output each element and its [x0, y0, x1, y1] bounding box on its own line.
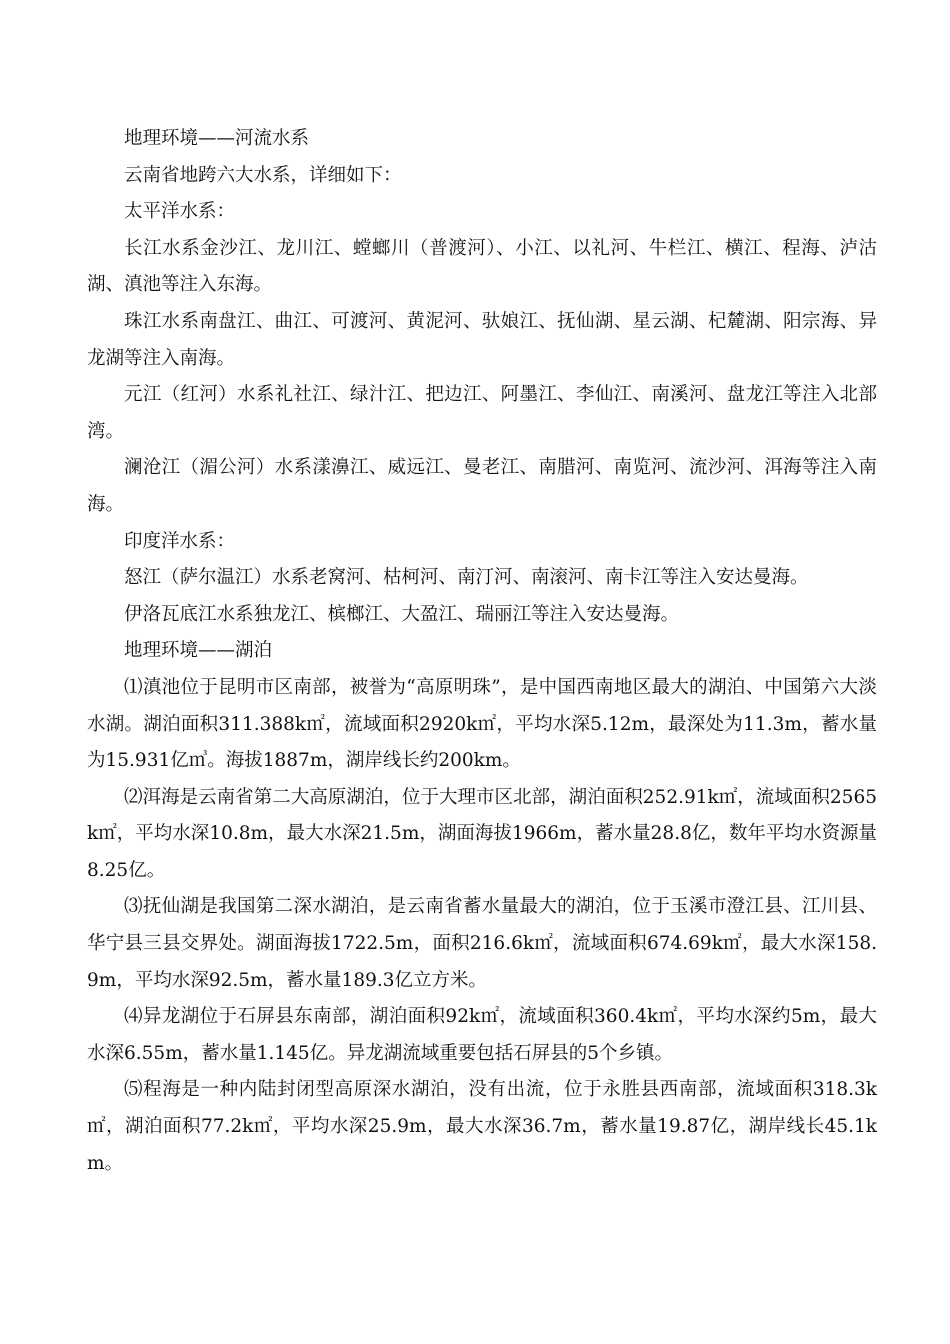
paragraph-chenghai: ⑸程海是一种内陆封闭型高原深水湖泊，没有出流，位于永胜县西南部，流域面积318.3k㎡，湖泊面积77.2k㎡，平均水深25.9m，最大水深36.7m，蓄水量19.87亿，湖岸线长45.1km。	[87, 1079, 877, 1174]
subheading-indian: 印度洋水系：	[124, 530, 236, 552]
paragraph-dianchi: ⑴滇池位于昆明市区南部，被誉为“高原明珠”，是中国西南地区最大的湖泊、中国第六大淡水湖。湖泊面积311.388k㎡，流域面积2920k㎡，平均水深5.12m，最深处为11.3m，蓄水量为15.931亿㎥。海拔1887m，湖岸线长约200km。	[87, 676, 877, 772]
paragraph-yilong: ⑷异龙湖位于石屏县东南部，湖泊面积92k㎡，流域面积360.4k㎡，平均水深约5m，最大水深6.55m，蓄水量1.145亿。异龙湖流域重要包括石屏县的5个乡镇。	[87, 1006, 877, 1064]
subheading-pacific: 太平洋水系：	[124, 201, 236, 223]
paragraph-irrawaddy: 伊洛瓦底江水系独龙江、槟榔江、大盈江、瑞丽江等注入安达曼海。	[124, 603, 680, 625]
section-heading-lakes: 地理环境——湖泊	[124, 640, 273, 662]
paragraph-erhai: ⑵洱海是云南省第二大高原湖泊，位于大理市区北部，湖泊面积252.91k㎡，流域面积2565k㎡，平均水深10.8m，最大水深21.5m，湖面海拔1966m，蓄水量28.8亿，数年平均水资源量8.25亿。	[87, 786, 877, 881]
paragraph-pearl: 珠江水系南盘江、曲江、可渡河、黄泥河、驮娘江、抚仙湖、星云湖、杞麓湖、阳宗海、异龙湖等注入南海。	[87, 310, 877, 369]
paragraph-yangtze: 长江水系金沙江、龙川江、螳螂川（普渡河）、小江、以礼河、牛栏江、横江、程海、泸沽湖、滇池等注入东海。	[87, 237, 877, 296]
paragraph-lancang: 澜沧江（湄公河）水系漾濞江、威远江、曼老江、南腊河、南览河、流沙河、洱海等注入南海。	[87, 457, 877, 515]
document-body	[87, 121, 877, 1182]
paragraph-fuxian: ⑶抚仙湖是我国第二深水湖泊，是云南省蓄水量最大的湖泊，位于玉溪市澄江县、江川县、华宁县三县交界处。湖面海拔1722.5m，面积216.6k㎡，流域面积674.69k㎡，最大水深158.9m，平均水深92.5m，蓄水量189.3亿立方米。	[87, 896, 877, 991]
paragraph-nu: 怒江（萨尔温江）水系老窝河、枯柯河、南汀河、南滚河、南卡江等注入安达曼海。	[124, 567, 809, 589]
section-heading-rivers: 地理环境——河流水系	[124, 128, 310, 149]
paragraph-red-river: 元江（红河）水系礼社江、绿汁江、把边江、阿墨江、李仙江、南溪河、盘龙江等注入北部湾。	[87, 384, 877, 442]
paragraph-intro: 云南省地跨六大水系，详细如下：	[124, 164, 402, 186]
